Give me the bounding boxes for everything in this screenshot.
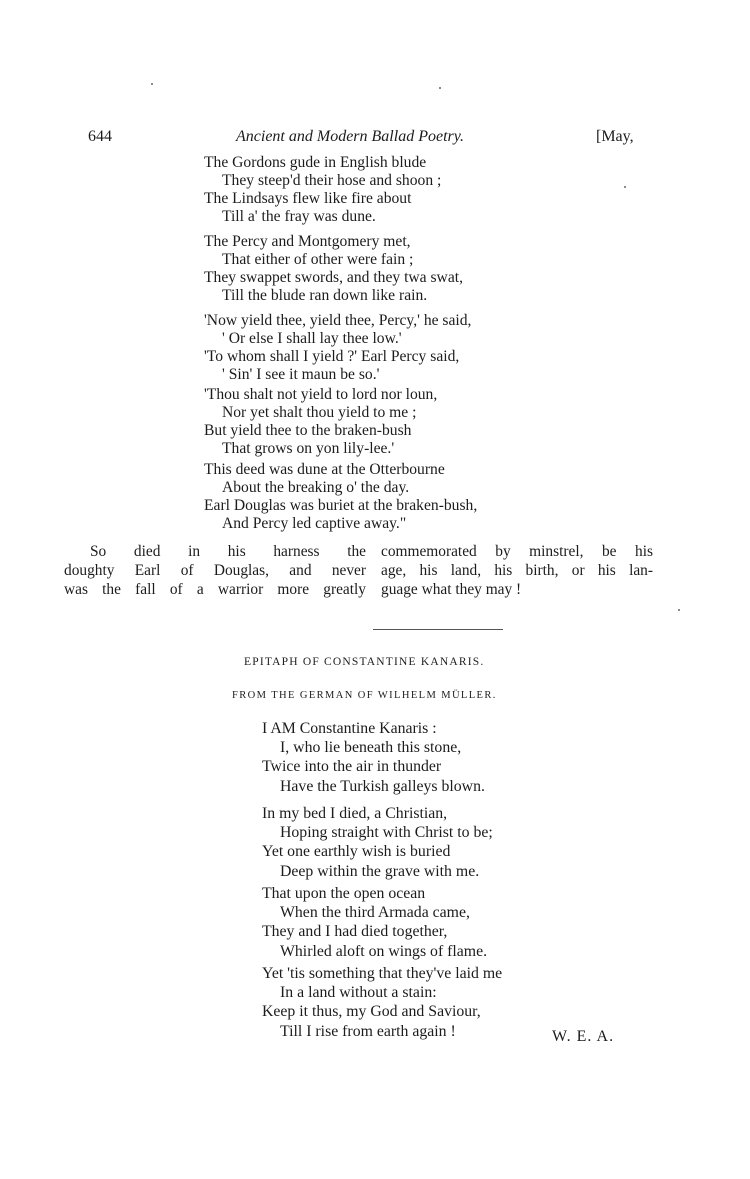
prose-line: age, his land, his birth, or his lan- bbox=[381, 562, 653, 579]
ballad-stanza bbox=[204, 233, 463, 305]
verse-line: I, who lie beneath this stone, bbox=[280, 739, 462, 757]
prose-line: doughty Earl of Douglas, and never bbox=[64, 562, 366, 579]
ballad-stanza bbox=[204, 154, 441, 226]
prose-column-left bbox=[64, 542, 366, 599]
verse-line: Hoping straight with Christ to be; bbox=[280, 824, 493, 842]
verse-line: When the third Armada came, bbox=[280, 904, 470, 922]
ballad-stanza bbox=[204, 312, 471, 384]
ink-speck bbox=[439, 87, 441, 89]
ink-speck bbox=[678, 609, 680, 611]
verse-line: Till I rise from earth again ! bbox=[280, 1022, 456, 1040]
verse-line: Till a' the fray was dune. bbox=[222, 208, 376, 225]
prose-line: was the fall of a warrior more greatly bbox=[64, 581, 366, 598]
page-number: 644 bbox=[88, 128, 112, 145]
epitaph-stanza bbox=[262, 964, 502, 1041]
verse-line: Yet 'tis something that they've laid me bbox=[262, 965, 503, 982]
prose-column-right bbox=[381, 542, 653, 599]
ballad-stanza bbox=[204, 386, 437, 458]
ballad-stanza bbox=[204, 461, 477, 533]
poem-subtitle: FROM THE GERMAN OF WILHELM MÜLLER. bbox=[232, 690, 497, 701]
verse-line: In a land without a stain: bbox=[280, 984, 437, 1002]
verse-line: They steep'd their hose and shoon ; bbox=[222, 172, 442, 189]
verse-line: 'Thou shalt not yield to lord nor loun, bbox=[204, 386, 438, 403]
verse-line: This deed was dune at the Otterbourne bbox=[204, 461, 445, 478]
verse-line: The Percy and Montgomery met, bbox=[204, 233, 411, 250]
ink-speck bbox=[151, 83, 153, 85]
verse-line: They swappet swords, and they twa swat, bbox=[204, 269, 463, 286]
ink-speck bbox=[624, 186, 626, 188]
running-month: [May, bbox=[596, 128, 634, 145]
verse-line: That grows on yon lily-lee.' bbox=[222, 440, 395, 457]
verse-line: In my bed I died, a Christian, bbox=[262, 805, 448, 822]
verse-line: That upon the open ocean bbox=[262, 885, 426, 902]
epitaph-stanza bbox=[262, 804, 493, 881]
poem-title: EPITAPH OF CONSTANTINE KANARIS. bbox=[244, 656, 485, 668]
verse-line: Nor yet shalt thou yield to me ; bbox=[222, 404, 417, 421]
epitaph-stanza bbox=[262, 884, 487, 961]
section-divider bbox=[373, 629, 503, 630]
verse-line: Whirled aloft on wings of flame. bbox=[280, 942, 488, 960]
verse-line: Twice into the air in thunder bbox=[262, 758, 442, 776]
verse-line: But yield thee to the braken-bush bbox=[204, 422, 412, 439]
running-title: Ancient and Modern Ballad Poetry. bbox=[236, 128, 464, 145]
verse-line: The Lindsays flew like fire about bbox=[204, 190, 412, 207]
author-initials: W. E. A. bbox=[552, 1028, 615, 1045]
verse-line: Have the Turkish galleys blown. bbox=[280, 777, 485, 795]
verse-line: ' Sin' I see it maun be so.' bbox=[222, 366, 380, 383]
verse-line: About the breaking o' the day. bbox=[222, 479, 410, 496]
verse-line: They and I had died together, bbox=[262, 923, 448, 941]
verse-line: Deep within the grave with me. bbox=[280, 862, 480, 880]
epitaph-stanza bbox=[262, 719, 485, 796]
prose-line: commemorated by minstrel, be his bbox=[381, 543, 653, 560]
verse-line: Till the blude ran down like rain. bbox=[222, 287, 428, 304]
verse-line: And Percy led captive away." bbox=[222, 515, 407, 532]
running-header bbox=[0, 128, 750, 150]
verse-line: That either of other were fain ; bbox=[222, 251, 414, 268]
verse-line: 'To whom shall I yield ?' Earl Percy said, bbox=[204, 348, 460, 365]
verse-line: Yet one earthly wish is buried bbox=[262, 843, 451, 861]
verse-line: Keep it thus, my God and Saviour, bbox=[262, 1003, 481, 1021]
verse-line: The Gordons gude in English blude bbox=[204, 154, 427, 171]
verse-line: I AM Constantine Kanaris : bbox=[262, 720, 437, 737]
verse-line: ' Or else I shall lay thee low.' bbox=[222, 330, 402, 347]
verse-line: Earl Douglas was buriet at the braken-bush, bbox=[204, 497, 478, 514]
prose-line: So died in his harness the bbox=[90, 543, 366, 560]
prose-line: guage what they may ! bbox=[381, 581, 522, 598]
verse-line: 'Now yield thee, yield thee, Percy,' he said, bbox=[204, 312, 472, 329]
